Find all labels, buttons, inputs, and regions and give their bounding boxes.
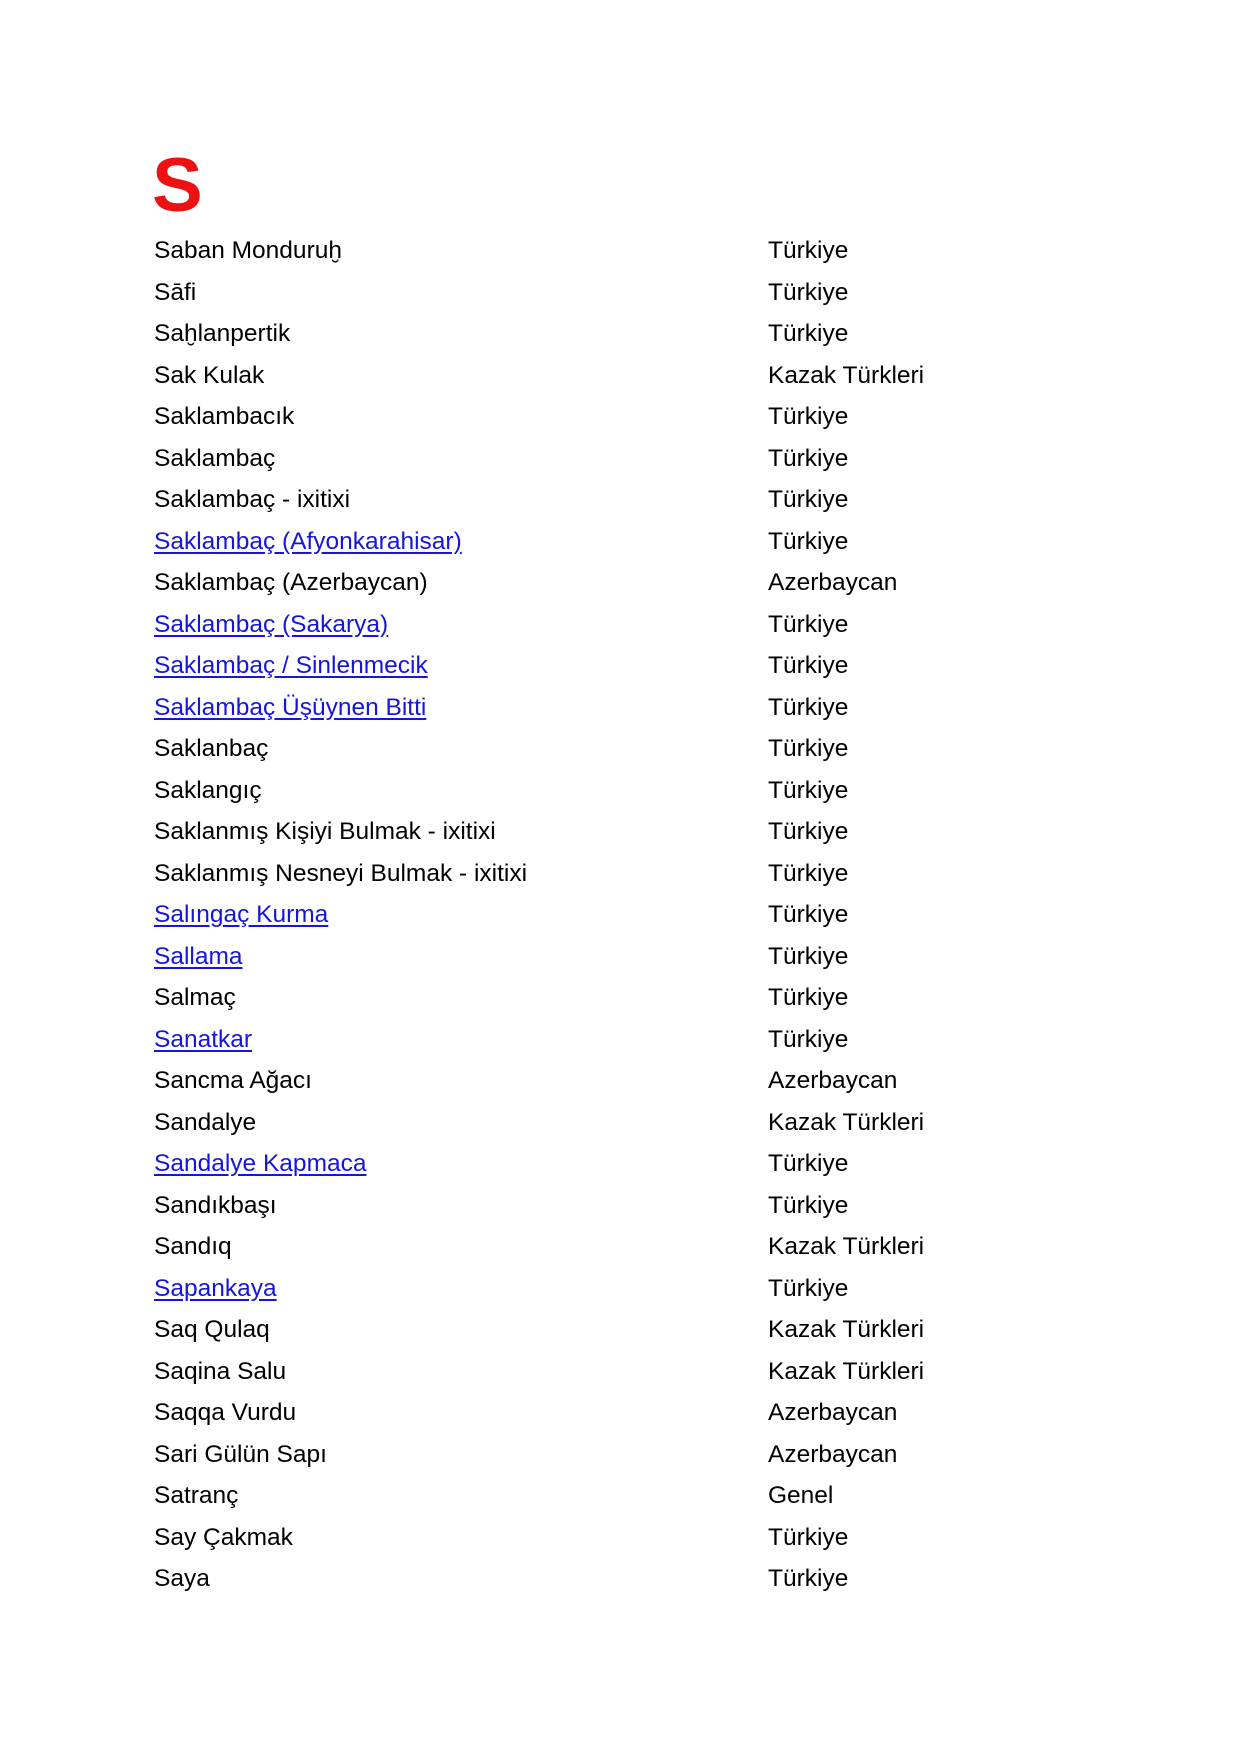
entry-name: Say Çakmak xyxy=(154,1523,293,1551)
entry-row xyxy=(154,936,1054,978)
entry-region: Türkiye xyxy=(768,652,849,679)
entry-region: Azerbaycan xyxy=(768,569,898,596)
entry-region: Kazak Türkleri xyxy=(768,1233,925,1260)
entry-region: Türkiye xyxy=(768,693,849,721)
entry-region: Türkiye xyxy=(768,1191,849,1219)
entry-region: Türkiye xyxy=(768,403,849,430)
entry-name: Saklambaç xyxy=(154,444,276,472)
entry-region: Kazak Türkleri xyxy=(768,1108,925,1136)
entry-row xyxy=(154,811,1054,853)
entry-name-link[interactable]: Saklambaç / Sinlenmecik xyxy=(154,652,428,679)
entry-row xyxy=(154,604,1054,646)
entry-name: Sandıq xyxy=(154,1233,232,1260)
entry-region: Türkiye xyxy=(768,610,849,638)
entry-row xyxy=(154,894,1054,936)
entry-region: Kazak Türkleri xyxy=(768,361,925,389)
entry-row xyxy=(154,272,1054,314)
entry-row xyxy=(154,1351,1054,1393)
entry-row xyxy=(154,1226,1054,1268)
entry-name: Saban Monduruḫ xyxy=(154,237,342,264)
entry-region: Türkiye xyxy=(768,1274,849,1302)
entry-region: Türkiye xyxy=(768,859,849,887)
entry-name: Sandalye xyxy=(154,1108,257,1136)
entry-row xyxy=(154,1185,1054,1227)
entry-row xyxy=(154,1517,1054,1559)
entry-region: Türkiye xyxy=(768,1523,849,1551)
entry-region: Türkiye xyxy=(768,735,849,762)
entry-name: Satranç xyxy=(154,1482,239,1509)
entry-region: Azerbaycan xyxy=(768,1440,898,1468)
entry-region: Türkiye xyxy=(768,1150,849,1177)
entry-name: Sāfi xyxy=(154,278,197,306)
entry-name: Saya xyxy=(154,1565,210,1592)
entry-name-link[interactable]: Sanatkar xyxy=(154,1025,253,1053)
entry-name: Saq Qulaq xyxy=(154,1316,270,1343)
entry-region: Türkiye xyxy=(768,444,849,472)
entry-row xyxy=(154,770,1054,812)
entry-name: Saklanmış Kişiyi Bulmak - ixitixi xyxy=(154,818,496,845)
entry-row xyxy=(154,1143,1054,1185)
entry-name: Saḫlanpertik xyxy=(154,320,291,347)
section-letter-heading: S xyxy=(152,143,203,228)
entry-name-link[interactable]: Sallama xyxy=(154,942,243,970)
game-entry-list xyxy=(154,230,1054,1600)
entry-row xyxy=(154,687,1054,729)
entry-name: Sari Gülün Sapı xyxy=(154,1440,327,1468)
entry-row xyxy=(154,1558,1054,1600)
entry-name: Sandıkbaşı xyxy=(154,1191,277,1219)
entry-region: Azerbaycan xyxy=(768,1067,898,1094)
entry-row xyxy=(154,230,1054,272)
entry-name-link[interactable]: Salıngaç Kurma xyxy=(154,901,329,928)
entry-region: Kazak Türkleri xyxy=(768,1357,925,1385)
entry-name: Saklangıç xyxy=(154,776,262,804)
entry-region: Türkiye xyxy=(768,320,849,347)
entry-region: Türkiye xyxy=(768,486,849,513)
entry-row xyxy=(154,1475,1054,1517)
entry-region: Türkiye xyxy=(768,776,849,804)
entry-name-link[interactable]: Sandalye Kapmaca xyxy=(154,1150,367,1177)
entry-region: Azerbaycan xyxy=(768,1399,898,1426)
entry-region: Türkiye xyxy=(768,1565,849,1592)
entry-name: Sak Kulak xyxy=(154,361,265,389)
entry-region: Genel xyxy=(768,1482,834,1509)
entry-row xyxy=(154,1268,1054,1310)
entry-name: Saklanbaç xyxy=(154,735,269,762)
entry-row xyxy=(154,396,1054,438)
entry-row xyxy=(154,1309,1054,1351)
entry-name: Salmaç xyxy=(154,984,236,1011)
entry-row xyxy=(154,728,1054,770)
entry-name: Saklambacık xyxy=(154,403,295,430)
entry-row xyxy=(154,562,1054,604)
entry-name: Saqqa Vurdu xyxy=(154,1399,297,1426)
entry-name-link[interactable]: Saklambaç Üşüynen Bitti xyxy=(154,693,427,721)
entry-name-link[interactable]: Saklambaç (Afyonkarahisar) xyxy=(154,527,462,555)
entry-row xyxy=(154,645,1054,687)
entry-region: Türkiye xyxy=(768,818,849,845)
entry-row xyxy=(154,355,1054,397)
entry-name: Saklambaç (Azerbaycan) xyxy=(154,569,428,596)
entry-row xyxy=(154,1434,1054,1476)
entry-row xyxy=(154,479,1054,521)
entry-row xyxy=(154,1392,1054,1434)
entry-row xyxy=(154,438,1054,480)
entry-region: Türkiye xyxy=(768,1025,849,1053)
entry-name: Saklambaç - ixitixi xyxy=(154,486,351,513)
entry-region: Türkiye xyxy=(768,237,849,264)
entry-region: Türkiye xyxy=(768,278,849,306)
entry-name: Saqina Salu xyxy=(154,1357,287,1385)
entry-name-link[interactable]: Saklambaç (Sakarya) xyxy=(154,610,389,638)
entry-row xyxy=(154,977,1054,1019)
entry-name: Saklanmış Nesneyi Bulmak - ixitixi xyxy=(154,859,528,887)
entry-name: Sancma Ağacı xyxy=(154,1067,312,1094)
entry-row xyxy=(154,853,1054,895)
entry-row xyxy=(154,521,1054,563)
entry-region: Türkiye xyxy=(768,984,849,1011)
entry-region: Türkiye xyxy=(768,527,849,555)
entry-region: Türkiye xyxy=(768,942,849,970)
entry-row xyxy=(154,1102,1054,1144)
entry-name-link[interactable]: Sapankaya xyxy=(154,1274,277,1302)
entry-region: Türkiye xyxy=(768,901,849,928)
entry-row xyxy=(154,1060,1054,1102)
entry-row xyxy=(154,1019,1054,1061)
entry-region: Kazak Türkleri xyxy=(768,1316,925,1343)
entry-row xyxy=(154,313,1054,355)
